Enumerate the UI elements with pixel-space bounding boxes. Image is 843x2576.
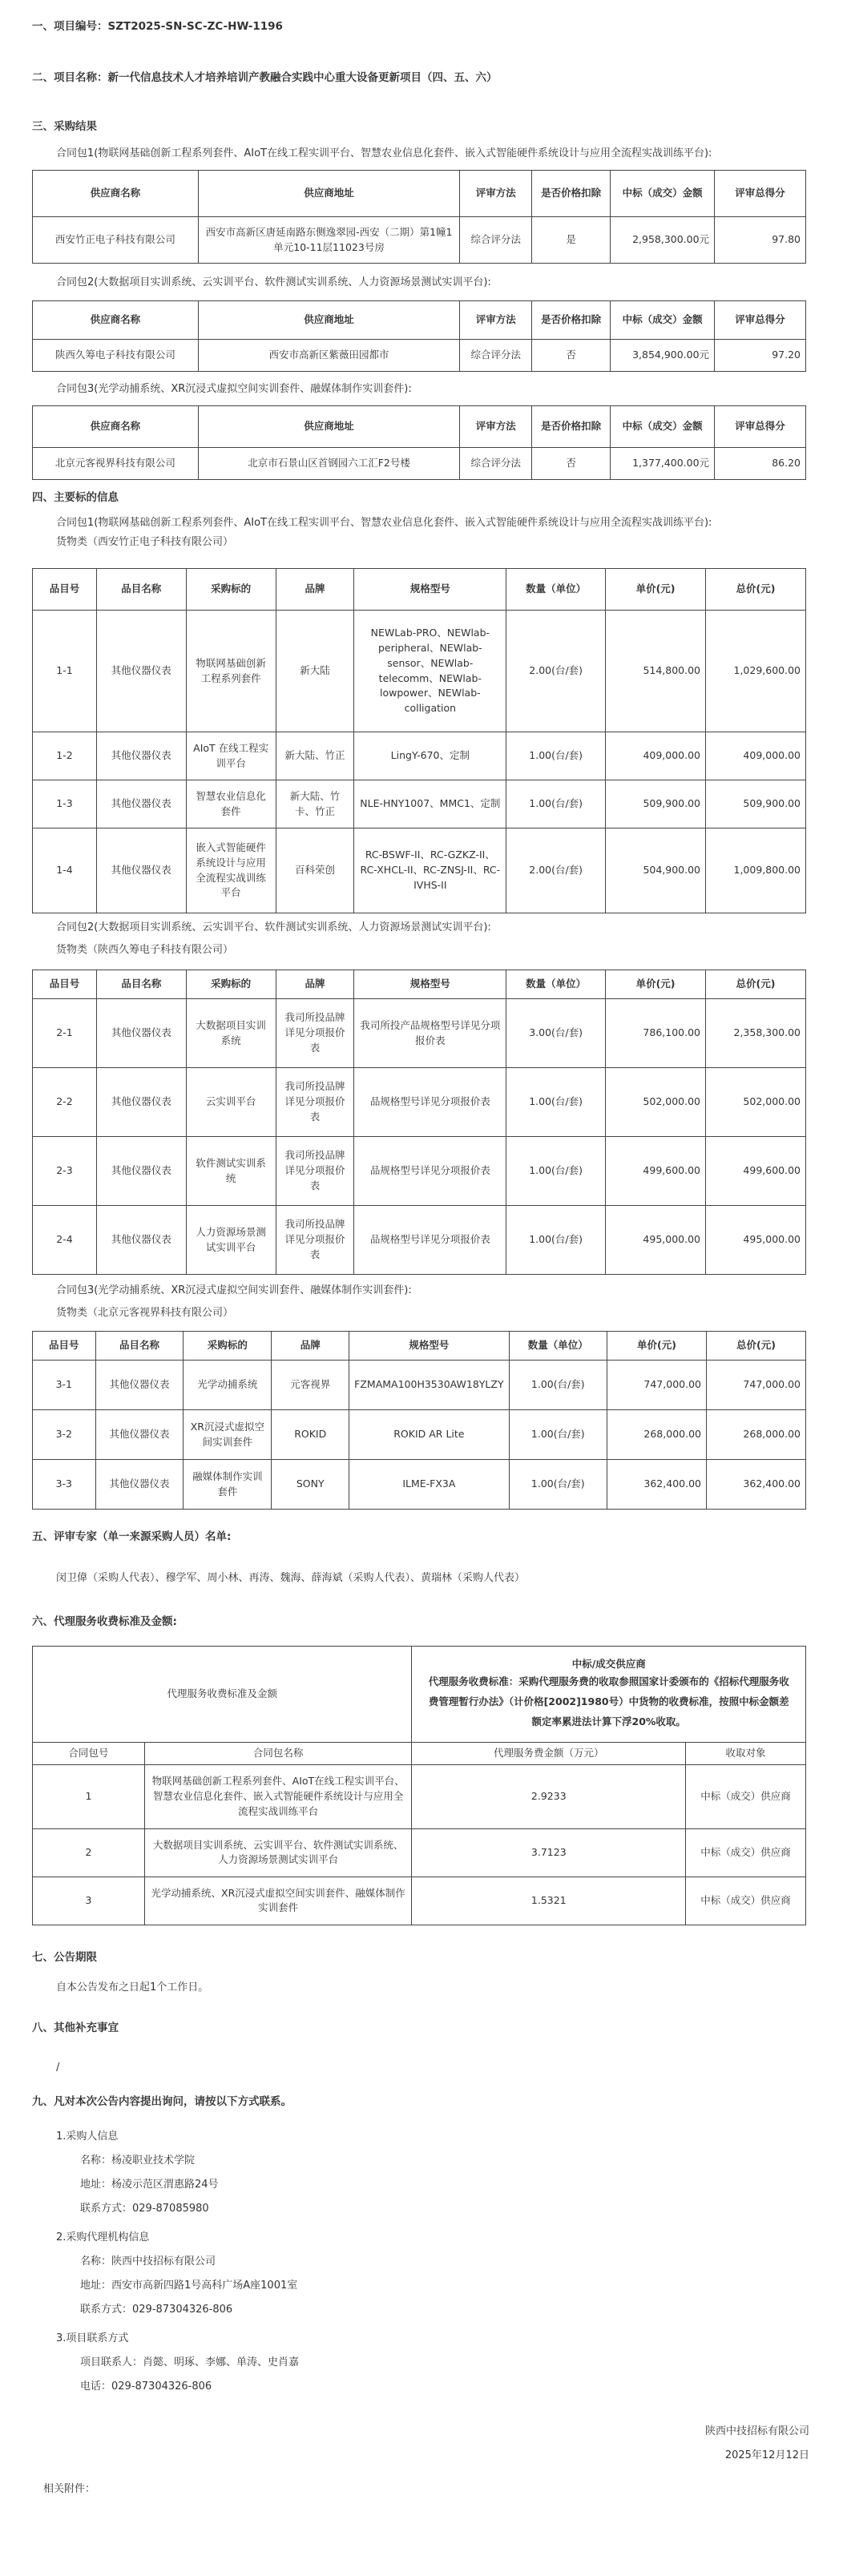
s4-pkg1-table: 品目号 品目名称 采购标的 品牌 规格型号 数量（单位） 单价(元) 总价(元) 1-1 其他仪器仪表 物联网基础创新工程系列套件 新大陆 NEWLab-PRO、NEWlab-peripheral、NEWlab-sensor、NEWlab-telecomm、NEWlab-lowpower、NEWlab-colligation 2.00(台/套) 514,800.00 1,029,600.00 1-2 其他仪器仪表 AIoT 在线工程实训平台 新大陆、竹正 LingY-670、定制 1.00(台/套) 409,000.00 409,000.00 1-3 其他仪器仪表 智慧农业信息化套件 新大陆、竹卡、竹正 NLE-HNY1007、MMC1、定制 1.00(台/套) 509,900.00 509,900.00 1-4 其他仪器仪表 嵌入式智能硬件系统设计与应用全流程实战训练平台 百科荣创 RC-BSWF-II、RC-GZKZ-II、RC-XHCL-II、RC-ZNSJ-II、RC-IVHS-II 2.00(台/套) 504,900.00 1,009,800.00: [32, 568, 806, 913]
contact-agency-head: 2.采购代理机构信息: [56, 2231, 150, 2243]
contact-purchaser-tel: 联系方式：029-87085980: [80, 2202, 209, 2215]
s4-pkg3-desc: 合同包3(光学动捕系统、XR沉浸式虚拟空间实训套件、融媒体制作实训套件):: [56, 1284, 412, 1296]
th-deduct: 是否价格扣除: [532, 171, 611, 217]
th-amount: 中标（成交）金额: [611, 171, 715, 217]
contact-project-head: 3.项目联系方式: [56, 2332, 129, 2344]
fee-table: 代理服务收费标准及金额 中标/成交供应商 代理服务收费标准：采购代理服务费的收取参照国家计委颁布的《招标代理服务收费管理暂行办法》（计价格[2002]1980号）中货物的收费标准，按照中标金额差额定率累进法计算下浮20%收取。 合同包号 合同包名称 代理服务费金额（万元） 收取对象 1 物联网基础创新工程系列套件、AIoT在线工程实训平台、智慧农业信息化套件、嵌入式智能硬件系统设计与应用全流程实战训练平台 2.9233 中标（成交）供应商 2 大数据项目实训系统、云实训平台、软件测试实训系统、人力资源场景测试实训平台 3.7123 中标（成交）供应商 3 光学动捕系统、XR沉浸式虚拟空间实训套件、融媒体制作实训套件 1.5321 中标（成交）供应商: [32, 1646, 806, 1925]
project-name: 二、项目名称： 新一代信息技术人才培养培训产教融合实践中心重大设备更新项目（四、五、六）: [32, 71, 498, 84]
table-row: 2-3 其他仪器仪表 软件测试实训系统 我司所投品牌详见分项报价表 品规格型号详见分项报价表 1.00(台/套) 499,600.00 499,600.00: [33, 1137, 806, 1206]
fee-std-text: 代理服务收费标准：采购代理服务费的收取参照国家计委颁布的《招标代理服务收费管理暂行办法》（计价格[2002]1980号）中货物的收费标准，按照中标金额差额定率累进法计算下浮20%收取。: [428, 1675, 789, 1728]
th-address: 供应商地址: [198, 171, 460, 217]
s4-pkg1-goods: 货物类（西安竹正电子科技有限公司）: [56, 536, 234, 548]
s4-pkg2-table: 品目号 品目名称 采购标的 品牌 规格型号 数量（单位） 单价(元) 总价(元) 2-1 其他仪器仪表 大数据项目实训系统 我司所投品牌详见分项报价表 我司所投产品规格型号详见分项报价表 3.00(台/套) 786,100.00 2,358,300.00 2-2 其他仪器仪表 云实训平台 我司所投品牌详见分项报价表 品规格型号详见分项报价表 1.00(台/套) 502,000.00 502,000.00 2-3 其他仪器仪表 软件测试实训系统 我司所投品牌详见分项报价表 品规格型号详见分项报价表 1.00(台/套) 499,600.00 499,600.00 2-4 其他仪器仪表 人力资源场景测试实训平台 我司所投品牌详见分项报价表 品规格型号详见分项报价表 1.00(台/套) 495,000.00 495,000.00: [32, 970, 806, 1275]
section-6-title: 六、代理服务收费标准及金额:: [32, 1615, 177, 1628]
table-row: 陕西久筹电子科技有限公司 西安市高新区紫薇田园都市 综合评分法 否 3,854,900.00元 97.20: [33, 340, 806, 372]
contact-agency-addr: 地址：西安市高新四路1号高科广场A座1001室: [80, 2279, 298, 2292]
contact-purchaser-addr: 地址：杨凌示范区渭惠路24号: [80, 2178, 219, 2191]
table-row: 1-1 其他仪器仪表 物联网基础创新工程系列套件 新大陆 NEWLab-PRO、NEWlab-peripheral、NEWlab-sensor、NEWlab-telecomm、NEWlab-lowpower、NEWlab-colligation 2.00(台/套) 514,800.00 1,029,600.00: [33, 611, 806, 732]
th-supplier: 供应商名称: [33, 171, 199, 217]
section-9-title: 九、凡对本次公告内容提出询问，请按以下方式联系。: [32, 2094, 292, 2108]
th-method: 评审方法: [460, 171, 532, 217]
s4-pkg3-table: 品目号 品目名称 采购标的 品牌 规格型号 数量（单位） 单价(元) 总价(元) 3-1 其他仪器仪表 光学动捕系统 元客视界 FZMAMA100H3530AW18YLZY 1.00(台/套) 747,000.00 747,000.00 3-2 其他仪器仪表 XR沉浸式虚拟空间实训套件 ROKID ROKID AR Lite 1.00(台/套) 268,000.00 268,000.00 3-3 其他仪器仪表 融媒体制作实训套件 SONY ILME-FX3A 1.00(台/套) 362,400.00 362,400.00: [32, 1331, 806, 1510]
section-5-title: 五、评审专家（单一来源采购人员）名单:: [32, 1530, 232, 1543]
attachments-label: 相关附件：: [43, 2482, 96, 2495]
section-4-title: 四、主要标的信息: [32, 491, 119, 504]
expert-list: 闵卫偉（采购人代表）、穆学军、周小林、再涛、魏海、薛海斌（采购人代表）、黄瑞林（采购人代表）: [56, 1572, 526, 1584]
signature-org: 陕西中技招标有限公司: [704, 2425, 809, 2437]
section-3-title: 三、采购结果: [32, 120, 97, 133]
signature-date: 2025年12月12日: [724, 2449, 809, 2461]
contact-agency-tel: 联系方式：029-87304326-806: [80, 2303, 233, 2316]
fee-std-cell: [412, 1647, 806, 1743]
project-number: 一、项目编号： SZT2025-SN-SC-ZC-HW-1196: [32, 19, 283, 33]
fee-std-label: 代理服务收费标准及金额: [33, 1647, 412, 1743]
table-row: 西安竹正电子科技有限公司 西安市高新区唐延南路东侧逸翠园-西安（二期）第1幢1单元10-11层11023号房 综合评分法 是 2,958,300.00元 97.80: [33, 217, 806, 264]
table-row: 1-3 其他仪器仪表 智慧农业信息化套件 新大陆、竹卡、竹正 NLE-HNY1007、MMC1、定制 1.00(台/套) 509,900.00 509,900.00: [33, 780, 806, 828]
table-row: 北京元客视界科技有限公司 北京市石景山区首钢园六工汇F2号楼 综合评分法 否 1,377,400.00元 86.20: [33, 448, 806, 480]
s4-pkg3-goods: 货物类（北京元客视界科技有限公司）: [56, 1307, 234, 1319]
contact-purchaser-name: 名称：杨凌职业技术学院: [80, 2154, 196, 2167]
contact-project-tel: 电话：029-87304326-806: [80, 2380, 212, 2393]
th-score: 评审总得分: [715, 171, 806, 217]
table-row: 2 大数据项目实训系统、云实训平台、软件测试实训系统、人力资源场景测试实训平台 3.7123 中标（成交）供应商: [33, 1828, 806, 1877]
s3-pkg2-desc: 合同包2(大数据项目实训系统、云实训平台、软件测试实训系统、人力资源场景测试实训平台):: [56, 276, 491, 288]
s3-pkg1-table: [32, 170, 806, 264]
table-row: 3-2 其他仪器仪表 XR沉浸式虚拟空间实训套件 ROKID ROKID AR Lite 1.00(台/套) 268,000.00 268,000.00: [33, 1410, 806, 1460]
table-row: 3 光学动捕系统、XR沉浸式虚拟空间实训套件、融媒体制作实训套件 1.5321 中标（成交）供应商: [33, 1877, 806, 1925]
section-8-title: 八、其他补充事宜: [32, 2021, 119, 2034]
table-row: 2-2 其他仪器仪表 云实训平台 我司所投品牌详见分项报价表 品规格型号详见分项报价表 1.00(台/套) 502,000.00 502,000.00: [33, 1068, 806, 1137]
contact-agency-name: 名称：陕西中技招标有限公司: [80, 2255, 216, 2268]
other-matters: /: [56, 2061, 60, 2074]
table-row: 1-2 其他仪器仪表 AIoT 在线工程实训平台 新大陆、竹正 LingY-670、定制 1.00(台/套) 409,000.00 409,000.00: [33, 732, 806, 780]
table-row: 3-1 其他仪器仪表 光学动捕系统 元客视界 FZMAMA100H3530AW18YLZY 1.00(台/套) 747,000.00 747,000.00: [33, 1361, 806, 1410]
table-row: 2-4 其他仪器仪表 人力资源场景测试实训平台 我司所投品牌详见分项报价表 品规格型号详见分项报价表 1.00(台/套) 495,000.00 495,000.00: [33, 1206, 806, 1275]
s4-pkg2-desc: 合同包2(大数据项目实训系统、云实训平台、软件测试实训系统、人力资源场景测试实训平台):: [56, 921, 491, 933]
contact-purchaser-head: 1.采购人信息: [56, 2130, 119, 2143]
table-row: 1 物联网基础创新工程系列套件、AIoT在线工程实训平台、智慧农业信息化套件、嵌入式智能硬件系统设计与应用全流程实战训练平台 2.9233 中标（成交）供应商: [33, 1764, 806, 1828]
fee-std-head: 中标/成交供应商: [571, 1657, 646, 1670]
section-7-title: 七、公告期限: [32, 1950, 97, 1964]
s4-pkg1-desc: 合同包1(物联网基础创新工程系列套件、AIoT在线工程实训平台、智慧农业信息化套件、嵌入式智能硬件系统设计与应用全流程实战训练平台):: [56, 517, 712, 529]
contact-project-people: 项目联系人：肖懿、明琢、李娜、单涛、史肖嘉: [80, 2356, 300, 2368]
table-row: 2-1 其他仪器仪表 大数据项目实训系统 我司所投品牌详见分项报价表 我司所投产品规格型号详见分项报价表 3.00(台/套) 786,100.00 2,358,300.00: [33, 999, 806, 1068]
table-row: 1-4 其他仪器仪表 嵌入式智能硬件系统设计与应用全流程实战训练平台 百科荣创 RC-BSWF-II、RC-GZKZ-II、RC-XHCL-II、RC-ZNSJ-II、RC-IVHS-II 2.00(台/套) 504,900.00 1,009,800.00: [33, 828, 806, 913]
table-row: 3-3 其他仪器仪表 融媒体制作实训套件 SONY ILME-FX3A 1.00(台/套) 362,400.00 362,400.00: [33, 1460, 806, 1510]
s3-pkg3-table: 供应商名称 供应商地址 评审方法 是否价格扣除 中标（成交）金额 评审总得分 北京元客视界科技有限公司 北京市石景山区首钢园六工汇F2号楼 综合评分法 否 1,377,400.00元 86.20: [32, 405, 806, 480]
s3-pkg2-table: 供应商名称 供应商地址 评审方法 是否价格扣除 中标（成交）金额 评审总得分 陕西久筹电子科技有限公司 西安市高新区紫薇田园都市 综合评分法 否 3,854,900.00元 97.20: [32, 300, 806, 372]
notice-period: 自本公告发布之日起1个工作日。: [56, 1981, 209, 1993]
s3-pkg1-desc: 合同包1(物联网基础创新工程系列套件、AIoT在线工程实训平台、智慧农业信息化套件、嵌入式智能硬件系统设计与应用全流程实战训练平台):: [56, 147, 712, 159]
s4-pkg2-goods: 货物类（陕西久筹电子科技有限公司）: [56, 944, 234, 956]
s3-pkg3-desc: 合同包3(光学动捕系统、XR沉浸式虚拟空间实训套件、融媒体制作实训套件):: [56, 383, 412, 395]
